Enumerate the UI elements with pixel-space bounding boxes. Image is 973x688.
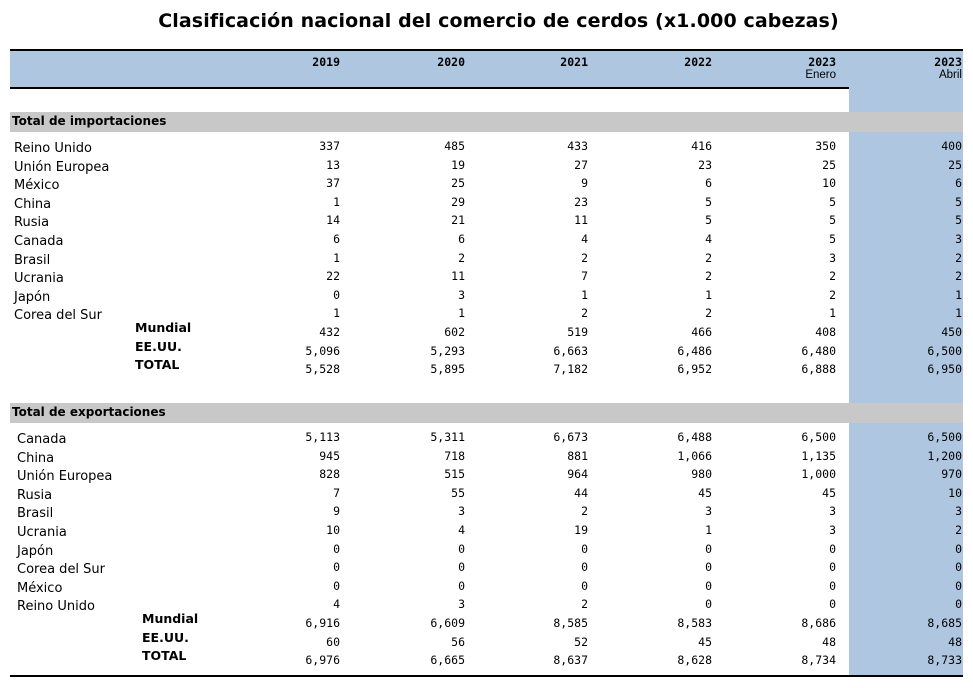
cell-value: 828 [319,467,340,482]
section-header [10,403,963,423]
cell-value: 0 [581,578,588,593]
summary-row [10,648,963,672]
cell-value: 2 [581,306,588,321]
cell-value: 0 [333,287,340,302]
cell-value: 1 [333,250,340,265]
column-header-3 [642,56,712,69]
cell-value: 4 [458,523,465,537]
cell-value: 8,583 [677,616,712,630]
cell-value: 6,673 [553,430,588,444]
row-label: Unión Europea [14,159,110,175]
row-label: Mundial [135,320,192,335]
cell-value: 6,486 [677,343,712,358]
row-label: Japón [14,289,51,305]
cell-value: 6,500 [927,343,962,358]
table-row [10,139,963,158]
row-label: Corea del Sur [17,562,106,578]
cell-value: 5 [829,194,836,209]
row-label: China [17,450,55,466]
cell-value: 6 [333,232,340,246]
cell-value: 9 [581,176,588,191]
cell-value: 8,686 [801,616,836,630]
cell-value: 2 [955,250,962,265]
cell-value: 0 [955,541,962,556]
cell-value: 0 [581,541,588,556]
cell-value: 416 [691,139,712,153]
column-year: 2020 [437,55,465,69]
cell-value: 56 [451,634,465,649]
cell-value: 0 [829,578,836,593]
cell-value: 5 [705,213,712,228]
cell-value: 4 [581,232,588,246]
cell-value: 25 [948,157,962,172]
cell-value: 3 [458,287,465,302]
cell-value: 9 [333,504,340,519]
cell-value: 23 [698,157,712,172]
column-header-0 [270,56,340,69]
cell-value: 45 [822,485,836,500]
row-label: Canada [17,432,67,447]
cell-value: 6,916 [305,616,340,630]
row-label: Corea del Sur [14,308,103,324]
column-header-5 [892,56,962,82]
cell-value: 3 [955,504,962,519]
table-row [10,251,963,270]
cell-value: 0 [333,541,340,556]
row-label: México [17,580,63,596]
cell-value: 6,952 [677,362,712,377]
cell-value: 2 [581,250,588,265]
cell-value: 25 [822,157,836,172]
table-row [10,430,963,449]
table-row [10,504,963,523]
cell-value: 1,135 [801,448,836,463]
cell-value: 48 [822,634,836,649]
cell-value: 29 [451,194,465,209]
cell-value: 2 [581,504,588,519]
cell-value: 2 [581,597,588,612]
row-label: Reino Unido [14,141,92,156]
cell-value: 13 [326,157,340,172]
cell-value: 519 [567,325,588,339]
cell-value: 5,895 [430,362,465,377]
cell-value: 5,528 [305,362,340,377]
row-label: TOTAL [135,357,180,373]
cell-value: 45 [698,634,712,649]
table-row [10,560,963,579]
cell-value: 408 [815,325,836,339]
cell-value: 400 [941,139,962,153]
cell-value: 7,182 [553,362,588,377]
cell-value: 7 [333,485,340,500]
cell-value: 5 [955,213,962,228]
cell-value: 27 [574,157,588,172]
cell-value: 0 [458,560,465,575]
cell-value: 8,685 [927,616,962,630]
row-label: Unión Europea [17,469,113,485]
cell-value: 44 [574,485,588,500]
cell-value: 25 [451,176,465,191]
cell-value: 2 [458,250,465,265]
cell-value: 1 [333,306,340,321]
table-row [10,523,963,542]
cell-value: 432 [319,325,340,339]
cell-value: 8,585 [553,616,588,630]
cell-value: 10 [326,523,340,537]
cell-value: 515 [444,467,465,482]
cell-value: 485 [444,139,465,153]
cell-value: 0 [458,578,465,593]
cell-value: 48 [948,634,962,649]
section-header [10,112,963,132]
table-title: Clasificación nacional del comercio de cerdos (x1.000 cabezas) [158,10,839,32]
column-header-4 [766,56,836,82]
cell-value: 60 [326,634,340,649]
table-row [10,486,963,505]
column-year: 2023 [808,55,836,69]
cell-value: 1 [955,287,962,302]
cell-value: 3 [829,250,836,265]
cell-value: 0 [333,560,340,575]
cell-value: 970 [941,467,962,482]
cell-value: 466 [691,325,712,339]
cell-value: 7 [581,269,588,284]
column-header-1 [395,56,465,69]
cell-value: 337 [319,139,340,153]
cell-value: 6,663 [553,343,588,358]
column-year: 2019 [312,55,340,69]
row-label: Japón [17,543,54,559]
row-label: China [14,196,52,212]
cell-value: 5,096 [305,343,340,358]
cell-value: 0 [333,578,340,593]
cell-value: 0 [705,560,712,575]
cell-value: 3 [705,504,712,519]
cell-value: 1 [955,306,962,321]
row-label: Canada [14,234,64,249]
cell-value: 964 [567,467,588,482]
row-label: México [14,178,60,194]
cell-value: 19 [574,523,588,537]
column-year: 2021 [560,55,588,69]
cell-value: 3 [955,232,962,246]
table-row [10,195,963,214]
cell-value: 5,293 [430,343,465,358]
cell-value: 5,113 [305,430,340,444]
cell-value: 6,888 [801,362,836,377]
table-row [10,158,963,177]
cell-value: 3 [458,597,465,612]
cell-value: 1 [705,523,712,537]
row-label: EE.UU. [135,338,182,354]
cell-value: 3 [458,504,465,519]
row-label: TOTAL [142,648,187,664]
table-row [10,467,963,486]
cell-value: 6,488 [677,430,712,444]
cell-value: 1 [333,194,340,209]
cell-value: 8,628 [677,653,712,668]
cell-value: 1,000 [801,467,836,482]
cell-value: 5 [829,232,836,246]
row-label: Rusia [17,487,53,503]
cell-value: 5 [955,194,962,209]
cell-value: 4 [705,232,712,246]
row-label: Rusia [14,215,50,231]
cell-value: 881 [567,448,588,463]
table-row [10,542,963,561]
cell-value: 0 [458,541,465,556]
cell-value: 5,311 [430,430,465,444]
row-label: Ucrania [17,525,67,540]
cell-value: 0 [955,597,962,612]
cell-value: 3 [829,504,836,519]
cell-value: 52 [574,634,588,649]
cell-value: 2 [705,250,712,265]
cell-value: 6 [458,232,465,246]
cell-value: 2 [955,269,962,284]
cell-value: 1 [829,306,836,321]
row-label: Brasil [17,506,54,522]
cell-value: 450 [941,325,962,339]
cell-value: 2 [829,269,836,284]
cell-value: 2 [955,523,962,537]
cell-value: 21 [451,213,465,228]
cell-value: 19 [451,157,465,172]
cell-value: 0 [955,560,962,575]
cell-value: 22 [326,269,340,284]
cell-value: 945 [319,448,340,463]
cell-value: 6,609 [430,616,465,630]
cell-value: 6,950 [927,362,962,377]
cell-value: 8,637 [553,653,588,668]
cell-value: 1,200 [927,448,962,463]
cell-value: 8,733 [927,653,962,668]
table-row [10,449,963,468]
section-label: Total de importaciones [12,114,167,128]
cell-value: 2 [705,306,712,321]
cell-value: 2 [829,287,836,302]
cell-value: 0 [705,597,712,612]
cell-value: 602 [444,325,465,339]
cell-value: 350 [815,139,836,153]
cell-value: 23 [574,194,588,209]
column-year: 2022 [684,55,712,69]
cell-value: 5 [829,213,836,228]
table-row [10,269,963,288]
cell-value: 6 [705,176,712,191]
cell-value: 0 [829,560,836,575]
cell-value: 8,734 [801,653,836,668]
cell-value: 6,976 [305,653,340,668]
cell-value: 1 [581,287,588,302]
cell-value: 4 [333,597,340,612]
table-row [10,288,963,307]
cell-value: 980 [691,467,712,482]
cell-value: 6,500 [927,430,962,444]
table-row [10,213,963,232]
cell-value: 6 [955,176,962,191]
cell-value: 0 [581,560,588,575]
row-label: Reino Unido [17,599,95,615]
section-label: Total de exportaciones [12,405,166,419]
cell-value: 0 [955,578,962,593]
column-header-2 [518,56,588,69]
cell-value: 1 [705,287,712,302]
cell-value: 0 [705,578,712,593]
cell-value: 6,500 [801,430,836,444]
row-label: Mundial [142,611,199,626]
cell-value: 11 [574,213,588,228]
cell-value: 2 [705,269,712,284]
table-row [10,579,963,598]
cell-value: 10 [822,176,836,191]
cell-value: 1,066 [677,448,712,463]
cell-value: 37 [326,176,340,191]
cell-value: 3 [829,523,836,537]
cell-value: 14 [326,213,340,228]
bottom-rule [10,675,963,677]
cell-value: 1 [458,306,465,321]
cell-value: 6,665 [430,653,465,668]
column-sub-label: Enero [805,69,836,81]
cell-value: 0 [829,541,836,556]
cell-value: 10 [948,485,962,500]
column-sub-label: Abril [938,69,962,81]
cell-value: 0 [705,541,712,556]
row-label: Ucrania [14,271,64,287]
table-row [10,176,963,195]
summary-row [10,357,963,381]
cell-value: 718 [444,448,465,463]
row-label: Brasil [14,252,51,268]
cell-value: 5 [705,194,712,209]
column-year: 2023 [934,55,962,69]
cell-value: 11 [451,269,465,284]
cell-value: 6,480 [801,343,836,358]
cell-value: 0 [829,597,836,612]
cell-value: 55 [451,485,465,500]
table-row [10,232,963,251]
cell-value: 433 [567,139,588,153]
cell-value: 45 [698,485,712,500]
row-label: EE.UU. [142,629,189,645]
